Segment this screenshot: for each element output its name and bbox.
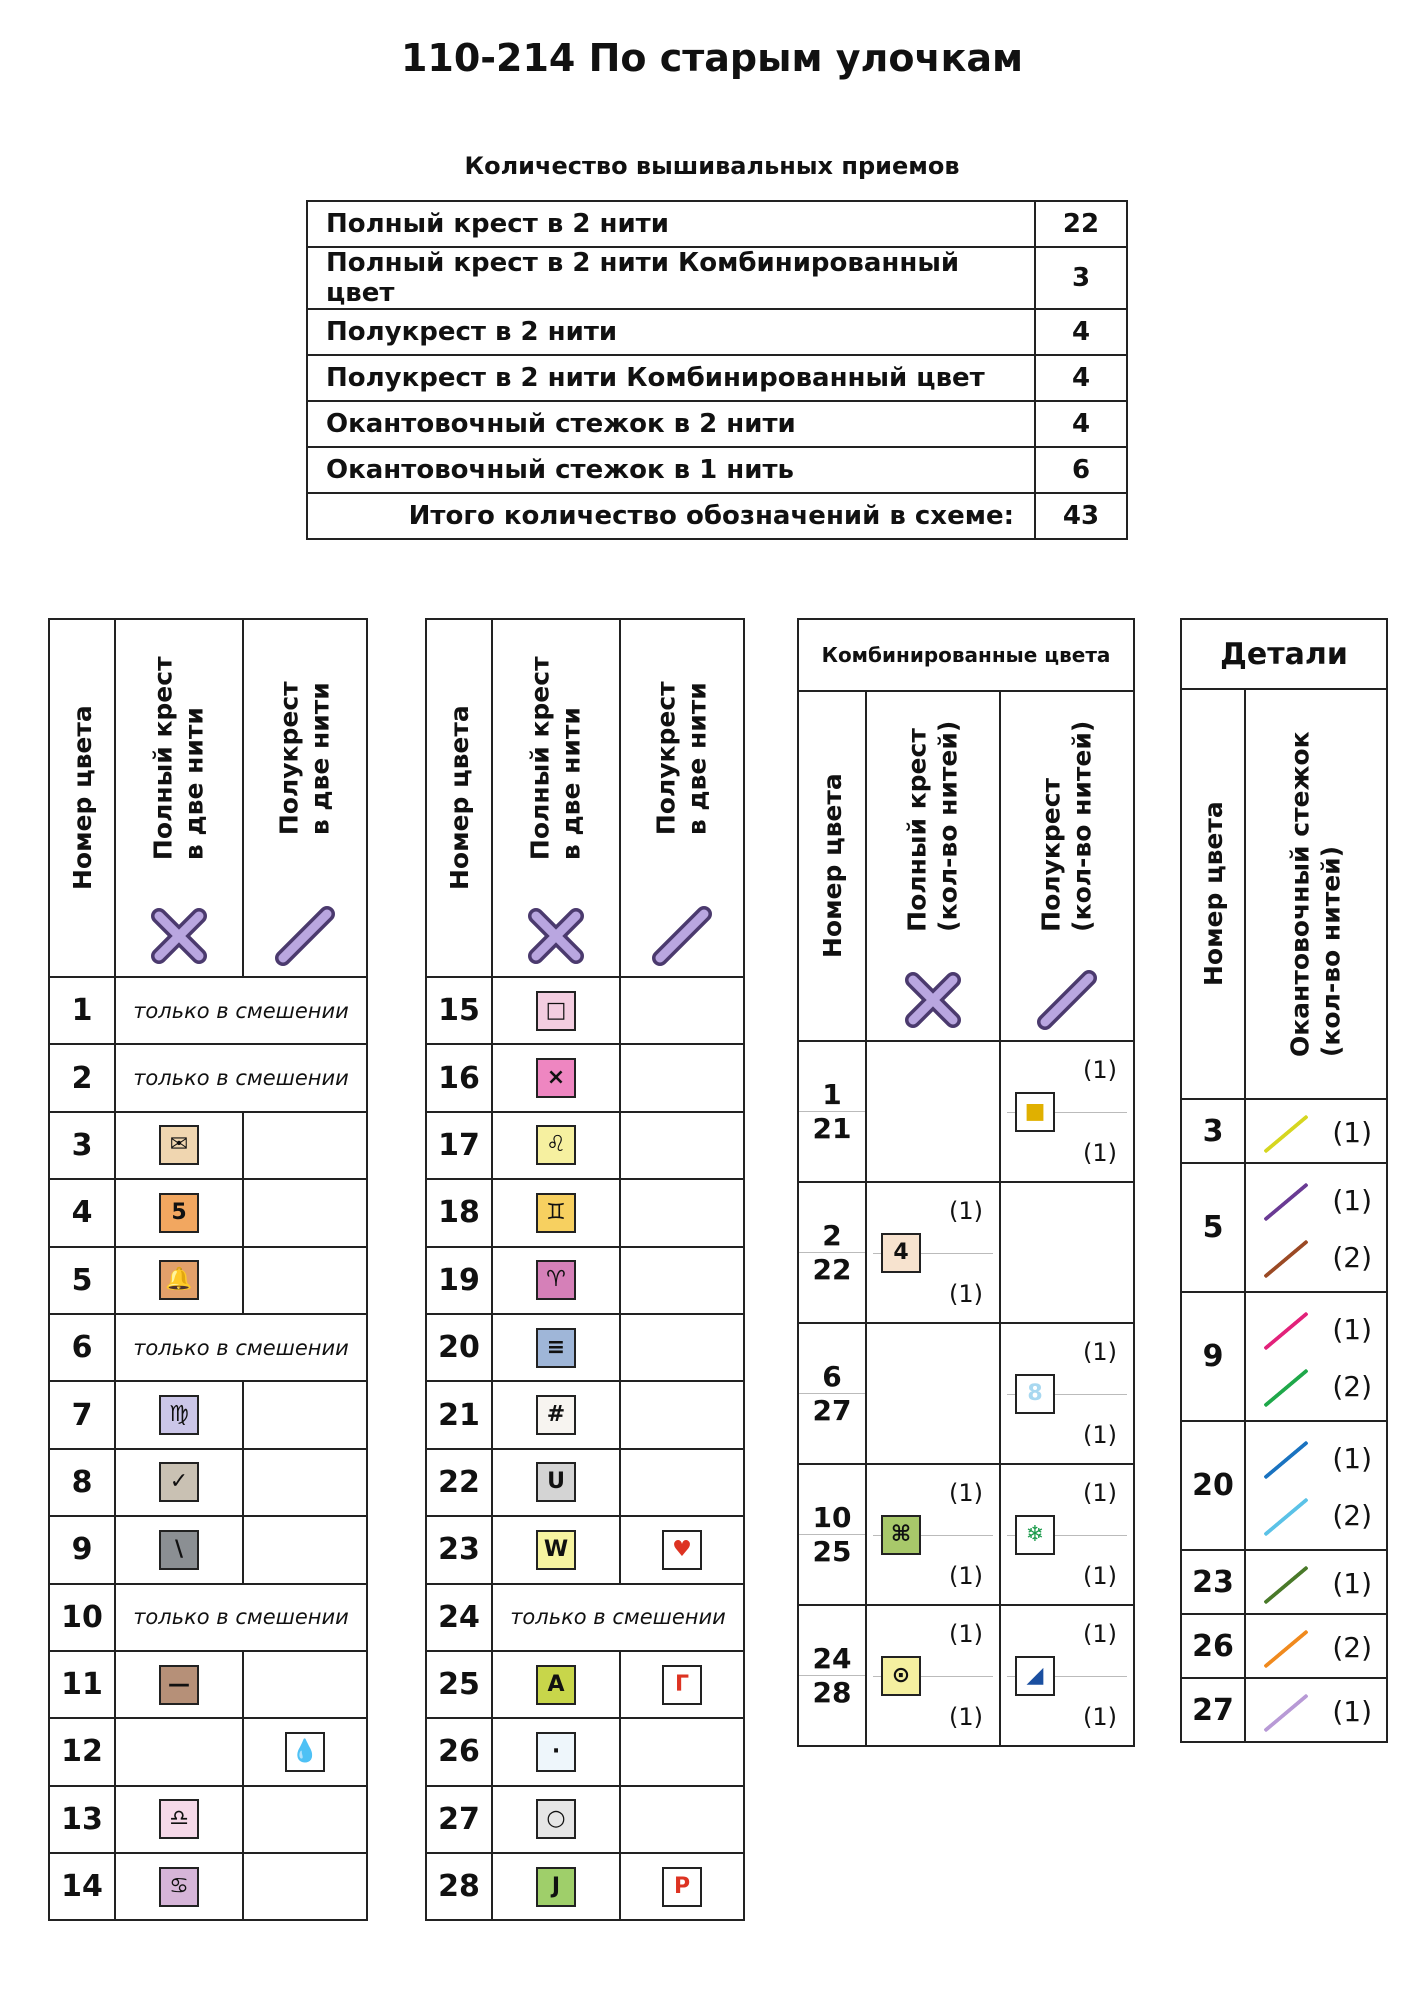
color-number: 28 xyxy=(812,1676,852,1709)
full-cross-cell xyxy=(492,977,620,1044)
full-cross-cell xyxy=(492,1179,620,1246)
table-row xyxy=(49,1516,367,1583)
color-number: 17 xyxy=(426,1112,492,1179)
full-cross-symbol: 🔔 xyxy=(159,1260,199,1300)
table-row xyxy=(426,1314,744,1381)
color-number-header xyxy=(443,706,474,891)
page-title: 110-214 По старым улочкам xyxy=(400,36,1024,80)
full-cross-cell xyxy=(115,1449,243,1516)
only-mix-note: только в смешении xyxy=(115,977,367,1044)
thread-count: (1) xyxy=(949,1620,983,1648)
details-row xyxy=(1181,1163,1387,1292)
half-cross-cell xyxy=(620,1381,744,1448)
full-cross-cell xyxy=(492,1247,620,1314)
full-cross-cell xyxy=(492,1044,620,1111)
table-row xyxy=(49,1314,367,1381)
summary-total-row xyxy=(307,493,1127,539)
color-number-header-line1: Номер цвета xyxy=(1198,801,1228,987)
color-number-header-line1: Номер цвета xyxy=(444,705,474,891)
summary-row xyxy=(307,309,1127,355)
combined-half-symbol: ■ xyxy=(1015,1092,1055,1132)
full-cross-cell xyxy=(492,1112,620,1179)
backstitch-cell xyxy=(1245,1550,1387,1614)
table-row xyxy=(49,1786,367,1853)
full-cross-cell xyxy=(492,1314,620,1381)
full-cross-cell xyxy=(492,1651,620,1718)
full-cross-icon xyxy=(524,904,588,968)
combined-full-cell xyxy=(866,1323,1000,1464)
full-cross-cell xyxy=(115,1651,243,1718)
combined-numbers xyxy=(798,1605,866,1746)
thread-count: (1) xyxy=(949,1280,983,1308)
color-number: 1 xyxy=(799,1078,865,1112)
combined-numbers xyxy=(798,1464,866,1605)
thread-count: (1) xyxy=(1332,1695,1373,1728)
table-row xyxy=(49,1112,367,1179)
half-cross-header-line1: Полукрест xyxy=(651,681,681,835)
combined-full-header-line1: Полный крест xyxy=(902,727,932,932)
full-cross-symbol: ≡ xyxy=(536,1328,576,1368)
color-number: 6 xyxy=(799,1360,865,1394)
half-cross-symbol: P xyxy=(662,1867,702,1907)
thread-count: (1) xyxy=(1332,1184,1373,1218)
thread-count: (2) xyxy=(1332,1240,1373,1274)
half-cross-cell xyxy=(243,1247,367,1314)
thread-count: (1) xyxy=(949,1703,983,1731)
color-number: 9 xyxy=(1181,1292,1245,1421)
full-cross-symbol: — xyxy=(159,1665,199,1705)
details-row xyxy=(1181,1292,1387,1421)
half-cross-cell xyxy=(243,1516,367,1583)
color-number: 20 xyxy=(1181,1421,1245,1550)
summary-row xyxy=(307,355,1127,401)
summary-value: 3 xyxy=(1035,247,1127,309)
full-cross-cell xyxy=(115,1112,243,1179)
combined-numbers xyxy=(798,1323,866,1464)
full-cross-header-line1: Полный крест xyxy=(525,656,555,860)
full-cross-cell xyxy=(492,1853,620,1920)
color-number: 16 xyxy=(426,1044,492,1111)
only-mix-note: только в смешении xyxy=(115,1044,367,1111)
full-cross-symbol: W xyxy=(536,1530,576,1570)
table-header-row xyxy=(798,691,1134,1041)
half-cross-cell xyxy=(620,1516,744,1583)
table-row xyxy=(426,1112,744,1179)
half-cross-cell xyxy=(620,1651,744,1718)
only-mix-note: только в смешении xyxy=(115,1314,367,1381)
table-row xyxy=(49,1718,367,1785)
color-number: 6 xyxy=(49,1314,115,1381)
full-cross-cell xyxy=(492,1718,620,1785)
full-cross-cell xyxy=(115,1516,243,1583)
color-number: 3 xyxy=(1181,1099,1245,1163)
color-number: 2 xyxy=(799,1219,865,1253)
half-cross-symbol: ♥ xyxy=(662,1530,702,1570)
backstitch-line xyxy=(1263,1565,1308,1604)
backstitch-line xyxy=(1263,1183,1308,1222)
half-cross-cell xyxy=(243,1179,367,1246)
table-header-row xyxy=(49,619,367,977)
half-cross-cell xyxy=(243,1718,367,1785)
summary-value: 4 xyxy=(1035,309,1127,355)
combined-full-symbol: 4 xyxy=(881,1233,921,1273)
half-cross-icon xyxy=(273,904,337,968)
summary-total-label: Итого количество обозначений в схеме: xyxy=(307,493,1035,539)
summary-label: Окантовочный стежок в 1 нить xyxy=(307,447,1035,493)
full-cross-symbol: ✉ xyxy=(159,1125,199,1165)
half-cross-header xyxy=(651,681,714,835)
summary-row xyxy=(307,201,1127,247)
combined-full-symbol: ⊙ xyxy=(881,1656,921,1696)
backstitch-line xyxy=(1263,1114,1308,1153)
table-row xyxy=(49,1853,367,1920)
table-row xyxy=(426,1179,744,1246)
details-row xyxy=(1181,1421,1387,1550)
color-number: 13 xyxy=(49,1786,115,1853)
half-cross-icon xyxy=(650,904,714,968)
half-cross-cell xyxy=(620,1044,744,1111)
half-cross-cell xyxy=(620,1853,744,1920)
table-row xyxy=(49,977,367,1044)
backstitch-header xyxy=(1285,731,1348,1057)
half-cross-cell xyxy=(620,1314,744,1381)
full-cross-symbol: ♎ xyxy=(159,1799,199,1839)
table-row xyxy=(426,1651,744,1718)
combined-half-header xyxy=(1036,720,1099,931)
color-table-1 xyxy=(48,618,368,1921)
backstitch-cell xyxy=(1245,1421,1387,1550)
details-row xyxy=(1181,1550,1387,1614)
color-number: 15 xyxy=(426,977,492,1044)
backstitch-line xyxy=(1263,1239,1308,1278)
table-row xyxy=(426,1584,744,1651)
table-row xyxy=(426,1853,744,1920)
thread-count: (1) xyxy=(1332,1116,1373,1149)
combined-half-cell xyxy=(1000,1323,1134,1464)
color-number: 10 xyxy=(49,1584,115,1651)
color-number: 14 xyxy=(49,1853,115,1920)
full-cross-cell xyxy=(115,1247,243,1314)
thread-count: (1) xyxy=(1083,1562,1118,1590)
full-cross-cell xyxy=(492,1381,620,1448)
color-number: 26 xyxy=(1181,1614,1245,1678)
thread-count: (1) xyxy=(1332,1313,1373,1347)
half-cross-cell xyxy=(243,1381,367,1448)
color-number: 22 xyxy=(812,1253,852,1286)
backstitch-header-line1: Окантовочный стежок xyxy=(1285,731,1315,1057)
full-cross-symbol: × xyxy=(536,1058,576,1098)
details-row xyxy=(1181,1678,1387,1742)
backstitch-cell xyxy=(1245,1614,1387,1678)
combined-row xyxy=(798,1323,1134,1464)
color-number: 1 xyxy=(49,977,115,1044)
table-row xyxy=(49,1179,367,1246)
half-cross-cell xyxy=(243,1112,367,1179)
thread-count: (1) xyxy=(1332,1442,1373,1476)
half-cross-cell xyxy=(243,1449,367,1516)
thread-count: (2) xyxy=(1332,1631,1373,1664)
full-cross-cell xyxy=(115,1179,243,1246)
full-cross-symbol: ♋ xyxy=(159,1867,199,1907)
details-caption: Детали xyxy=(1181,619,1387,689)
table-row xyxy=(49,1044,367,1111)
thread-count: (1) xyxy=(1083,1703,1118,1731)
color-number: 25 xyxy=(426,1651,492,1718)
thread-count: (1) xyxy=(1083,1479,1118,1507)
color-number: 9 xyxy=(49,1516,115,1583)
full-cross-header-line1: Полный крест xyxy=(148,656,178,860)
color-number-header-line1: Номер цвета xyxy=(817,773,847,959)
color-table-2 xyxy=(425,618,745,1921)
color-number: 21 xyxy=(812,1112,852,1145)
color-number: 18 xyxy=(426,1179,492,1246)
combined-row xyxy=(798,1041,1134,1182)
combined-full-header-line2: (кол-во нитей) xyxy=(934,720,964,932)
thread-count: (1) xyxy=(1083,1056,1118,1084)
half-cross-cell xyxy=(243,1786,367,1853)
combined-half-symbol: ❄ xyxy=(1015,1515,1055,1555)
backstitch-cell xyxy=(1245,1678,1387,1742)
half-cross-cell xyxy=(620,1449,744,1516)
backstitch-line xyxy=(1263,1368,1308,1407)
color-number: 28 xyxy=(426,1853,492,1920)
thread-count: (1) xyxy=(949,1479,983,1507)
color-number: 23 xyxy=(426,1516,492,1583)
half-cross-header xyxy=(274,681,337,835)
color-number: 27 xyxy=(812,1394,852,1427)
only-mix-note: только в смешении xyxy=(492,1584,744,1651)
summary-caption: Количество вышивальных приемов xyxy=(464,152,960,180)
color-number-header xyxy=(1197,802,1228,987)
thread-count: (1) xyxy=(1083,1421,1118,1449)
color-number: 4 xyxy=(49,1179,115,1246)
backstitch-line xyxy=(1263,1629,1308,1668)
full-cross-cell xyxy=(115,1853,243,1920)
full-cross-header xyxy=(148,656,211,860)
full-cross-symbol: ✓ xyxy=(159,1462,199,1502)
summary-value: 6 xyxy=(1035,447,1127,493)
table-row xyxy=(49,1584,367,1651)
color-number: 12 xyxy=(49,1718,115,1785)
table-row xyxy=(49,1449,367,1516)
thread-count: (2) xyxy=(1332,1369,1373,1403)
color-number-header xyxy=(816,774,847,959)
thread-count: (2) xyxy=(1332,1498,1373,1532)
table-row xyxy=(426,977,744,1044)
table-row xyxy=(426,1718,744,1785)
table-row xyxy=(426,1247,744,1314)
full-cross-cell xyxy=(492,1786,620,1853)
summary-label: Полный крест в 2 нити xyxy=(307,201,1035,247)
half-cross-cell xyxy=(620,1786,744,1853)
color-number: 19 xyxy=(426,1247,492,1314)
only-mix-note: только в смешении xyxy=(115,1584,367,1651)
combined-full-cell xyxy=(866,1605,1000,1746)
full-cross-cell xyxy=(115,1381,243,1448)
combined-half-cell xyxy=(1000,1041,1134,1182)
combined-half-header-line2: (кол-во нитей) xyxy=(1068,720,1098,932)
color-number-header-line1: Номер цвета xyxy=(67,705,97,891)
color-number: 20 xyxy=(426,1314,492,1381)
table-row xyxy=(49,1651,367,1718)
summary-label: Полукрест в 2 нити xyxy=(307,309,1035,355)
full-cross-symbol: □ xyxy=(536,991,576,1031)
color-number: 7 xyxy=(49,1381,115,1448)
table-row xyxy=(426,1516,744,1583)
color-number: 3 xyxy=(49,1112,115,1179)
backstitch-line xyxy=(1263,1441,1308,1480)
thread-count: (1) xyxy=(949,1562,983,1590)
full-cross-header xyxy=(525,656,588,860)
combined-half-symbol: ◢ xyxy=(1015,1656,1055,1696)
color-number: 27 xyxy=(426,1786,492,1853)
color-number: 10 xyxy=(799,1501,865,1535)
combined-half-symbol: 8 xyxy=(1015,1374,1055,1414)
color-number: 24 xyxy=(799,1642,865,1676)
half-cross-symbol: Γ xyxy=(662,1665,702,1705)
full-cross-symbol: A xyxy=(536,1665,576,1705)
table-header-row xyxy=(1181,689,1387,1099)
summary-table xyxy=(306,200,1128,540)
full-cross-cell xyxy=(492,1516,620,1583)
thread-count: (1) xyxy=(1083,1139,1118,1167)
full-cross-symbol: ○ xyxy=(536,1799,576,1839)
thread-count: (1) xyxy=(1083,1620,1118,1648)
backstitch-cell xyxy=(1245,1099,1387,1163)
combined-full-header xyxy=(902,720,965,931)
combined-row xyxy=(798,1182,1134,1323)
table-row xyxy=(49,1381,367,1448)
full-cross-symbol: # xyxy=(536,1395,576,1435)
full-cross-icon xyxy=(901,968,965,1032)
thread-count: (1) xyxy=(1083,1338,1118,1366)
details-table xyxy=(1180,618,1388,1743)
summary-value: 22 xyxy=(1035,201,1127,247)
summary-label: Окантовочный стежок в 2 нити xyxy=(307,401,1035,447)
color-number: 8 xyxy=(49,1449,115,1516)
half-cross-header-line2: в две нити xyxy=(306,681,335,835)
combined-half-cell xyxy=(1000,1605,1134,1746)
half-cross-cell xyxy=(620,1247,744,1314)
full-cross-header-line2: в две нити xyxy=(557,706,587,860)
color-number: 5 xyxy=(49,1247,115,1314)
details-row xyxy=(1181,1614,1387,1678)
half-cross-header-line2: в две нити xyxy=(683,681,712,835)
summary-label: Полукрест в 2 нити Комбинированный цвет xyxy=(307,355,1035,401)
details-row xyxy=(1181,1099,1387,1163)
thread-count: (1) xyxy=(1332,1567,1373,1600)
combined-row xyxy=(798,1605,1134,1746)
summary-label: Полный крест в 2 нити Комбинированный цвет xyxy=(307,247,1035,309)
combined-half-header-line1: Полукрест xyxy=(1036,777,1066,932)
half-cross-symbol: 💧 xyxy=(285,1732,325,1772)
summary-row xyxy=(307,401,1127,447)
combined-numbers xyxy=(798,1182,866,1323)
half-cross-cell xyxy=(243,1853,367,1920)
full-cross-header-line2: в две нити xyxy=(180,706,210,860)
color-number: 2 xyxy=(49,1044,115,1111)
color-number: 25 xyxy=(812,1535,852,1568)
half-cross-cell xyxy=(620,977,744,1044)
thread-count: (1) xyxy=(949,1197,983,1225)
half-cross-icon xyxy=(1035,968,1099,1032)
backstitch-cell xyxy=(1245,1292,1387,1421)
combined-colors-table xyxy=(797,618,1135,1747)
color-number: 27 xyxy=(1181,1678,1245,1742)
full-cross-symbol: ♈ xyxy=(536,1260,576,1300)
color-number: 26 xyxy=(426,1718,492,1785)
combined-caption: Комбинированные цвета xyxy=(798,619,1134,691)
backstitch-line xyxy=(1263,1497,1308,1536)
color-number: 22 xyxy=(426,1449,492,1516)
backstitch-line xyxy=(1263,1693,1308,1732)
full-cross-symbol: 5 xyxy=(159,1193,199,1233)
full-cross-symbol: ♍ xyxy=(159,1395,199,1435)
half-cross-cell xyxy=(243,1651,367,1718)
full-cross-symbol: J xyxy=(536,1867,576,1907)
backstitch-header-line2: (кол-во нитей) xyxy=(1317,845,1347,1057)
half-cross-header-line1: Полукрест xyxy=(274,681,304,835)
combined-full-symbol: ⌘ xyxy=(881,1515,921,1555)
color-number: 5 xyxy=(1181,1163,1245,1292)
full-cross-cell xyxy=(492,1449,620,1516)
color-number: 23 xyxy=(1181,1550,1245,1614)
table-header-row xyxy=(426,619,744,977)
full-cross-symbol: · xyxy=(536,1732,576,1772)
table-row xyxy=(426,1786,744,1853)
combined-full-cell xyxy=(866,1041,1000,1182)
full-cross-symbol: ♊ xyxy=(536,1193,576,1233)
backstitch-cell xyxy=(1245,1163,1387,1292)
color-number-header xyxy=(66,706,97,891)
combined-half-cell xyxy=(1000,1464,1134,1605)
full-cross-cell xyxy=(115,1718,243,1785)
summary-value: 4 xyxy=(1035,355,1127,401)
half-cross-cell xyxy=(620,1179,744,1246)
full-cross-icon xyxy=(147,904,211,968)
table-row xyxy=(426,1044,744,1111)
combined-full-cell xyxy=(866,1182,1000,1323)
full-cross-symbol: U xyxy=(536,1462,576,1502)
table-row xyxy=(426,1381,744,1448)
summary-value: 4 xyxy=(1035,401,1127,447)
combined-numbers xyxy=(798,1041,866,1182)
color-number: 21 xyxy=(426,1381,492,1448)
half-cross-cell xyxy=(620,1112,744,1179)
table-row xyxy=(426,1449,744,1516)
half-cross-cell xyxy=(620,1718,744,1785)
full-cross-symbol: ♌ xyxy=(536,1125,576,1165)
table-row xyxy=(49,1247,367,1314)
full-cross-symbol: \ xyxy=(159,1530,199,1570)
combined-row xyxy=(798,1464,1134,1605)
backstitch-line xyxy=(1263,1312,1308,1351)
full-cross-cell xyxy=(115,1786,243,1853)
summary-row xyxy=(307,447,1127,493)
combined-full-cell xyxy=(866,1464,1000,1605)
summary-total-value: 43 xyxy=(1035,493,1127,539)
summary-row xyxy=(307,247,1127,309)
combined-half-cell xyxy=(1000,1182,1134,1323)
color-number: 11 xyxy=(49,1651,115,1718)
color-number: 24 xyxy=(426,1584,492,1651)
